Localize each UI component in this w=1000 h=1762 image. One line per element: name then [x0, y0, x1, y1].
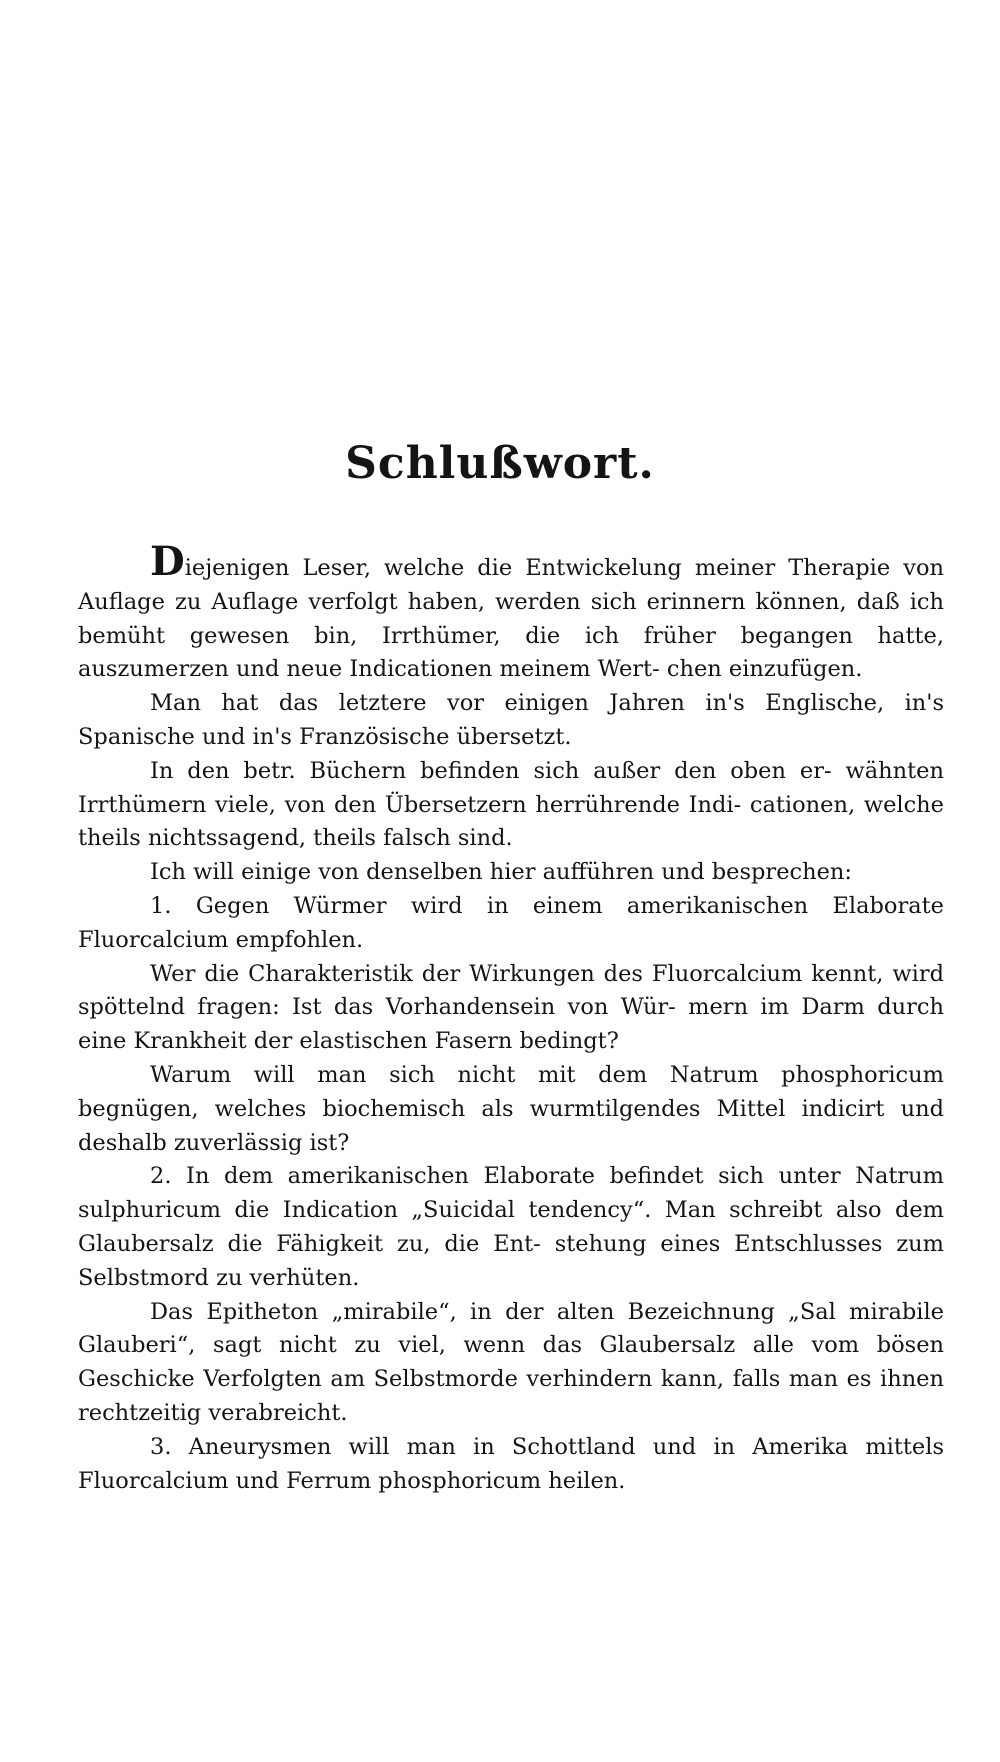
paragraph-6: Wer die Charakteristik der Wirkungen des Fluorcalcium kennt, wird spöttelnd fragen: Ist das Vorhandensein von Wür- mern im Darm durch eine Krankheit der elastischen Fasern bedingt? [78, 960, 944, 1055]
page-title: Schlußwort. [345, 438, 655, 489]
paragraph-3: In den betr. Büchern befinden sich außer den oben er- wähnten Irrthümern viele, von den Übersetzern herrührende Indi- cationen, welche theils nichtssagend, theils falsch sind. [78, 757, 944, 852]
paragraph-1-text: iejenigen Leser, welche die Entwickelung meiner Therapie von Auflage zu Auflage verfolgt haben, werden sich erinnern können, daß ich bemüht gewesen bin, Irrthümer, die ich früher begangen hatte, auszumerzen und neue Indicationen meinem Wert- chen einzufügen. [78, 555, 944, 683]
body-text [78, 538, 944, 1498]
paragraph-1 [78, 538, 944, 687]
drop-cap: D [150, 538, 185, 585]
paragraph-10: 3. Aneurysmen will man in Schottland und in Amerika mittels Fluorcalcium und Ferrum phosphoricum heilen. [78, 1433, 944, 1494]
paragraph-7: Warum will man sich nicht mit dem Natrum phosphoricum begnügen, welches biochemisch als wurmtilgendes Mittel indicirt und deshalb zuverlässig ist? [78, 1061, 944, 1156]
paragraph-8: 2. In dem amerikanischen Elaborate befindet sich unter Natrum sulphuricum die Indication „Suicidal tendency“. Man schreibt also dem Glaubersalz die Fähigkeit zu, die Ent- stehung eines Entschlusses zum Selbstmord zu verhüten. [78, 1163, 944, 1291]
paragraph-5: 1. Gegen Würmer wird in einem amerikanischen Elaborate Fluorcalcium empfohlen. [78, 892, 944, 953]
paragraph-2: Man hat das letztere vor einigen Jahren in's Englische, in's Spanische und in's Französische übersetzt. [78, 690, 944, 750]
paragraph-9: Das Epitheton „mirabile“, in der alten Bezeichnung „Sal mirabile Glauberi“, sagt nicht zu viel, wenn das Glaubersalz alle vom bösen Geschicke Verfolgten am Selbstmorde verhindern kann, falls man es ihnen rechtzeitig verabreicht. [78, 1298, 944, 1426]
paragraph-4: Ich will einige von denselben hier aufführen und besprechen: [150, 859, 852, 886]
